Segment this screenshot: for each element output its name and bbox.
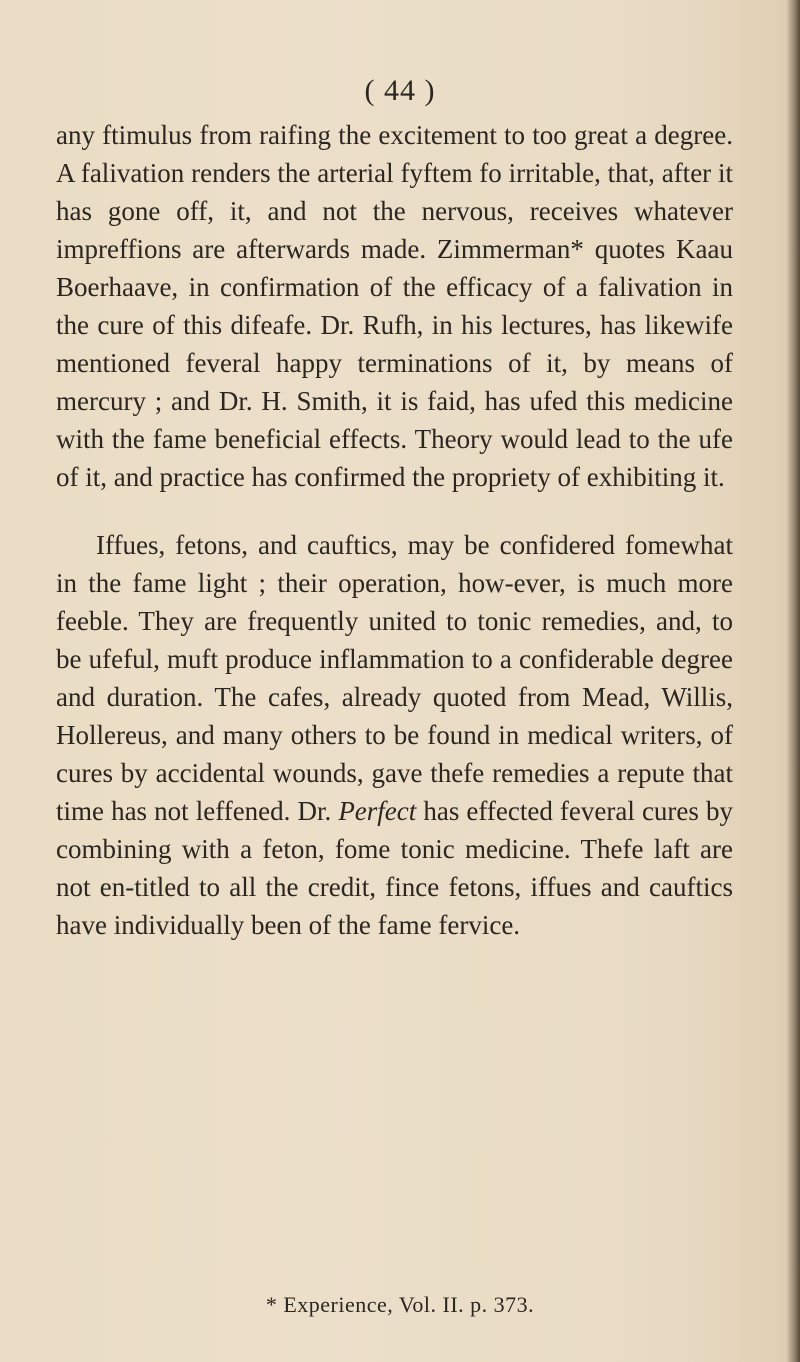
paragraph-2 [56, 526, 733, 944]
page-number: ( 44 ) [364, 74, 436, 107]
paragraph-2-part-2: has effected feveral cures by combining with a feton, fome tonic medicine. Thefe laft are not en-titled to all the credit, fince fetons, iffues and cauftics have individually been of the fame fervice. [56, 796, 733, 940]
binding-shadow [786, 0, 800, 1362]
italic-name-perfect: Perfect [338, 796, 417, 826]
paragraph-1: any ftimulus from raifing the excitement to too great a degree. A falivation renders the arterial fyftem fo irritable, that, after it has gone off, it, and not the nervous, receives whatever impreffions are afterwards made. Zimmerman* quotes Kaau Boerhaave, in confirmation of the efficacy of a falivation in the cure of this difeafe. Dr. Rufh, in his lectures, has likewife mentioned feveral happy terminations of it, by means of mercury ; and Dr. H. Smith, it is faid, has ufed this medicine with the fame beneficial effects. Theory would lead to the ufe of it, and practice has confirmed the propriety of exhibiting it. [56, 120, 733, 492]
paragraph-2-part-1: Iffues, fetons, and cauftics, may be confidered fomewhat in the fame light ; their operation, how-ever, is much more feeble. They are frequently united to tonic remedies, and, to be ufeful, muft produce inflammation to a confiderable degree and duration. The cafes, already quoted from Mead, Willis, Hollereus, and many others to be found in medical writers, of cures by accidental wounds, gave thefe remedies a repute that time has not leffened. Dr. [56, 530, 733, 826]
body-text [56, 116, 733, 944]
footnote: * Experience, Vol. II. p. 373. [265, 1292, 535, 1317]
